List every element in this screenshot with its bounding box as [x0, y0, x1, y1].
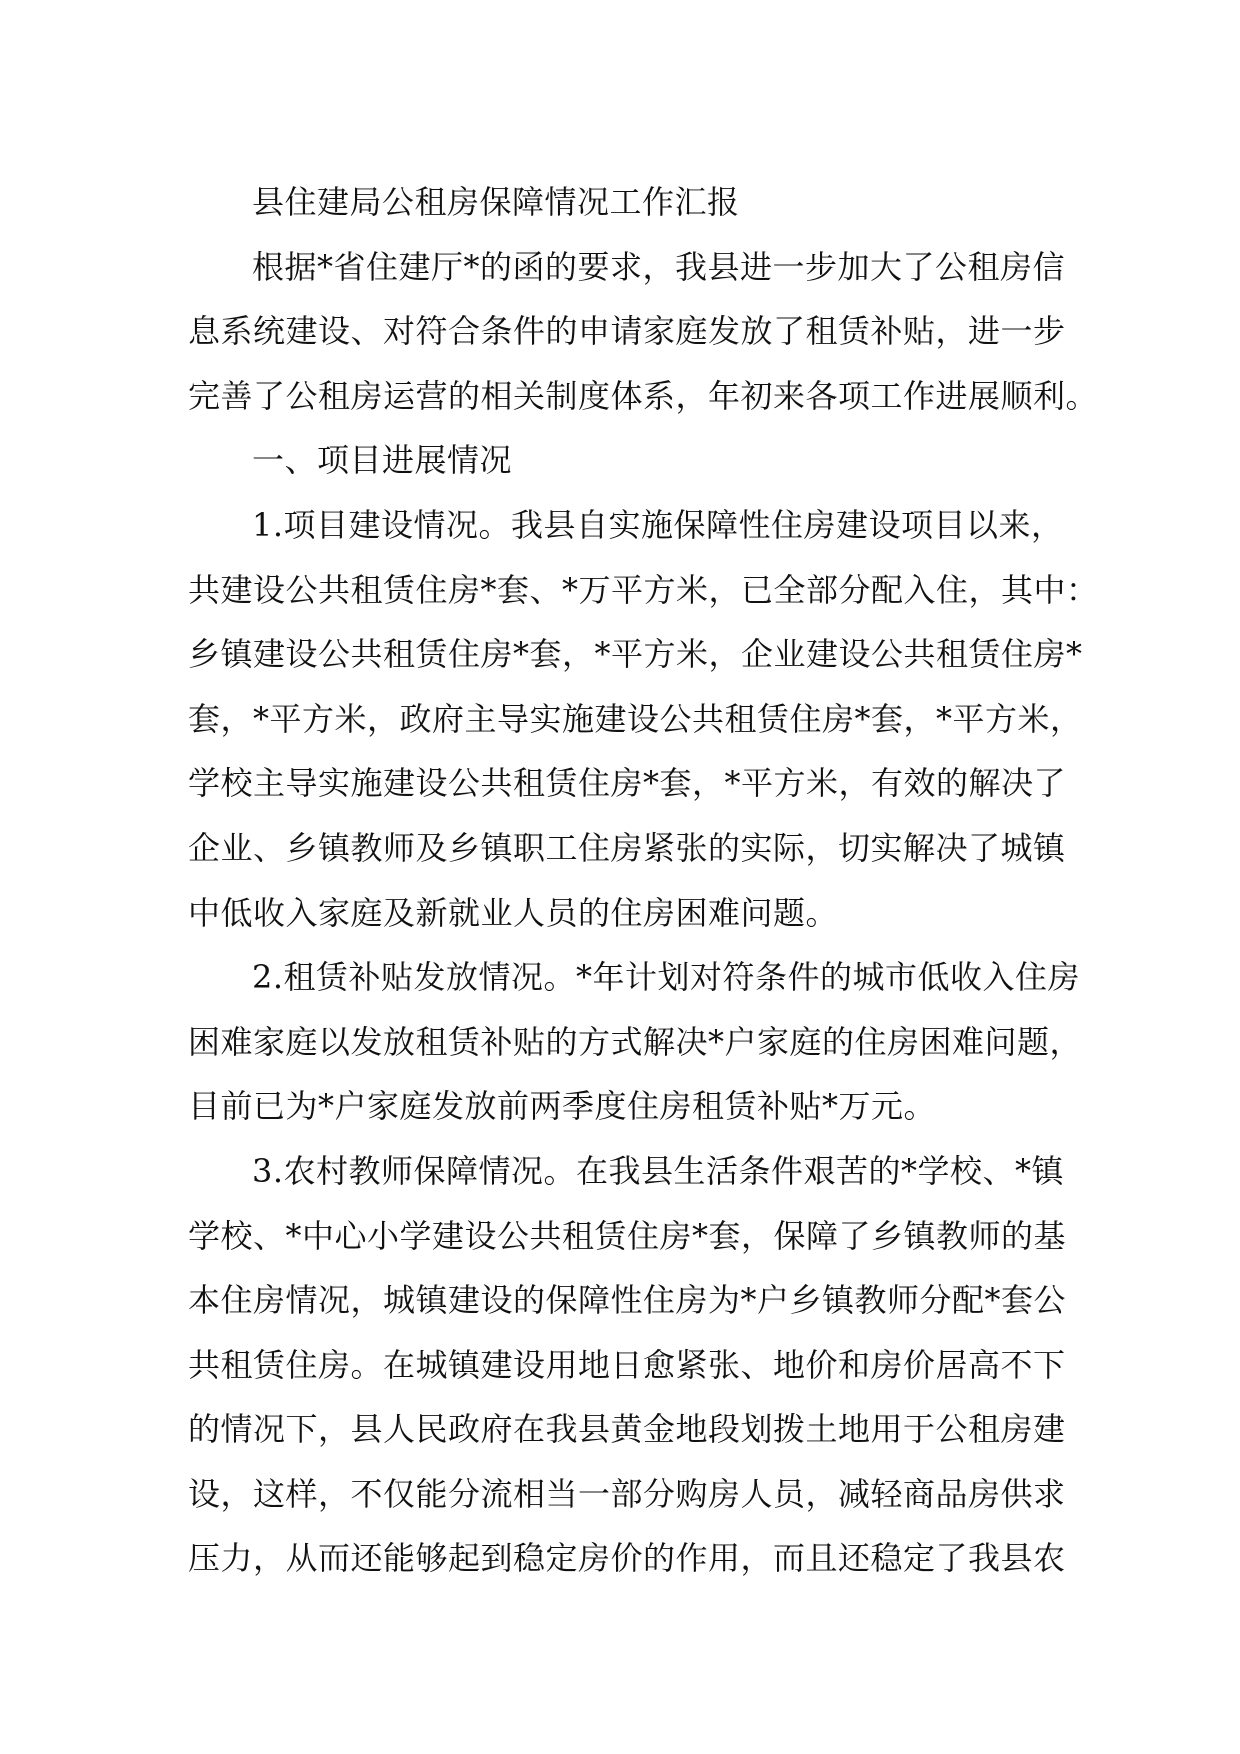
paragraph-line: 困难家庭以发放租赁补贴的方式解决*户家庭的住房困难问题， [188, 1022, 1083, 1061]
item-3-paragraph [188, 1139, 1078, 1591]
item-1-paragraph [188, 493, 1099, 945]
paragraph-line: 企业、乡镇教师及乡镇职工住房紧张的实际，切实解决了城镇 [188, 828, 1066, 867]
paragraph-line: 学校、*中心小学建设公共租赁住房*套，保障了乡镇教师的基 [188, 1216, 1067, 1255]
section-heading: 一、项目进展情况 [252, 441, 513, 480]
paragraph-line: 共建设公共租赁住房*套、*万平方米，已全部分配入住，其中： [188, 570, 1099, 609]
item-2-paragraph [188, 945, 1083, 1139]
paragraph-line: 3.农村教师保障情况。在我县生活条件艰苦的*学校、*镇 [252, 1151, 1065, 1190]
paragraph-line: 目前已为*户家庭发放前两季度住房租赁补贴*万元。 [188, 1087, 937, 1126]
paragraph-line: 套，*平方米，政府主导实施建设公共租赁住房*套，*平方米， [188, 699, 1083, 738]
paragraph-line: 中低收入家庭及新就业人员的住房困难问题。 [188, 893, 839, 932]
paragraph-line: 乡镇建设公共租赁住房*套，*平方米，企业建设公共租赁住房* [188, 635, 1083, 674]
paragraph-line: 的情况下，县人民政府在我县黄金地段划拨土地用于公租房建 [188, 1410, 1066, 1449]
document-body [188, 170, 1099, 1591]
paragraph-line: 2.租赁补贴发放情况。*年计划对符条件的城市低收入住房 [252, 958, 1081, 997]
paragraph-line: 息系统建设、对符合条件的申请家庭发放了租赁补贴，进一步 [188, 312, 1066, 351]
paragraph-line: 共租赁住房。在城镇建设用地日愈紧张、地价和房价居高不下 [188, 1345, 1066, 1384]
paragraph-line: 学校主导实施建设公共租赁住房*套，*平方米，有效的解决了 [188, 764, 1067, 803]
paragraph-line: 根据*省住建厅*的函的要求，我县进一步加大了公租房信 [252, 247, 1066, 286]
paragraph-line: 设，这样，不仅能分流相当一部分购房人员，减轻商品房供求 [188, 1474, 1066, 1513]
intro-paragraph [188, 235, 1099, 429]
paragraph-line: 1.项目建设情况。我县自实施保障性住房建设项目以来， [252, 505, 1064, 544]
paragraph-line: 压力，从而还能够起到稳定房价的作用，而且还稳定了我县农 [188, 1539, 1066, 1578]
document-title: 县住建局公租房保障情况工作汇报 [252, 183, 740, 221]
paragraph-line: 本住房情况，城镇建设的保障性住房为*户乡镇教师分配*套公 [188, 1281, 1067, 1320]
paragraph-line: 完善了公租房运营的相关制度体系，年初来各项工作进展顺利。 [188, 376, 1099, 415]
